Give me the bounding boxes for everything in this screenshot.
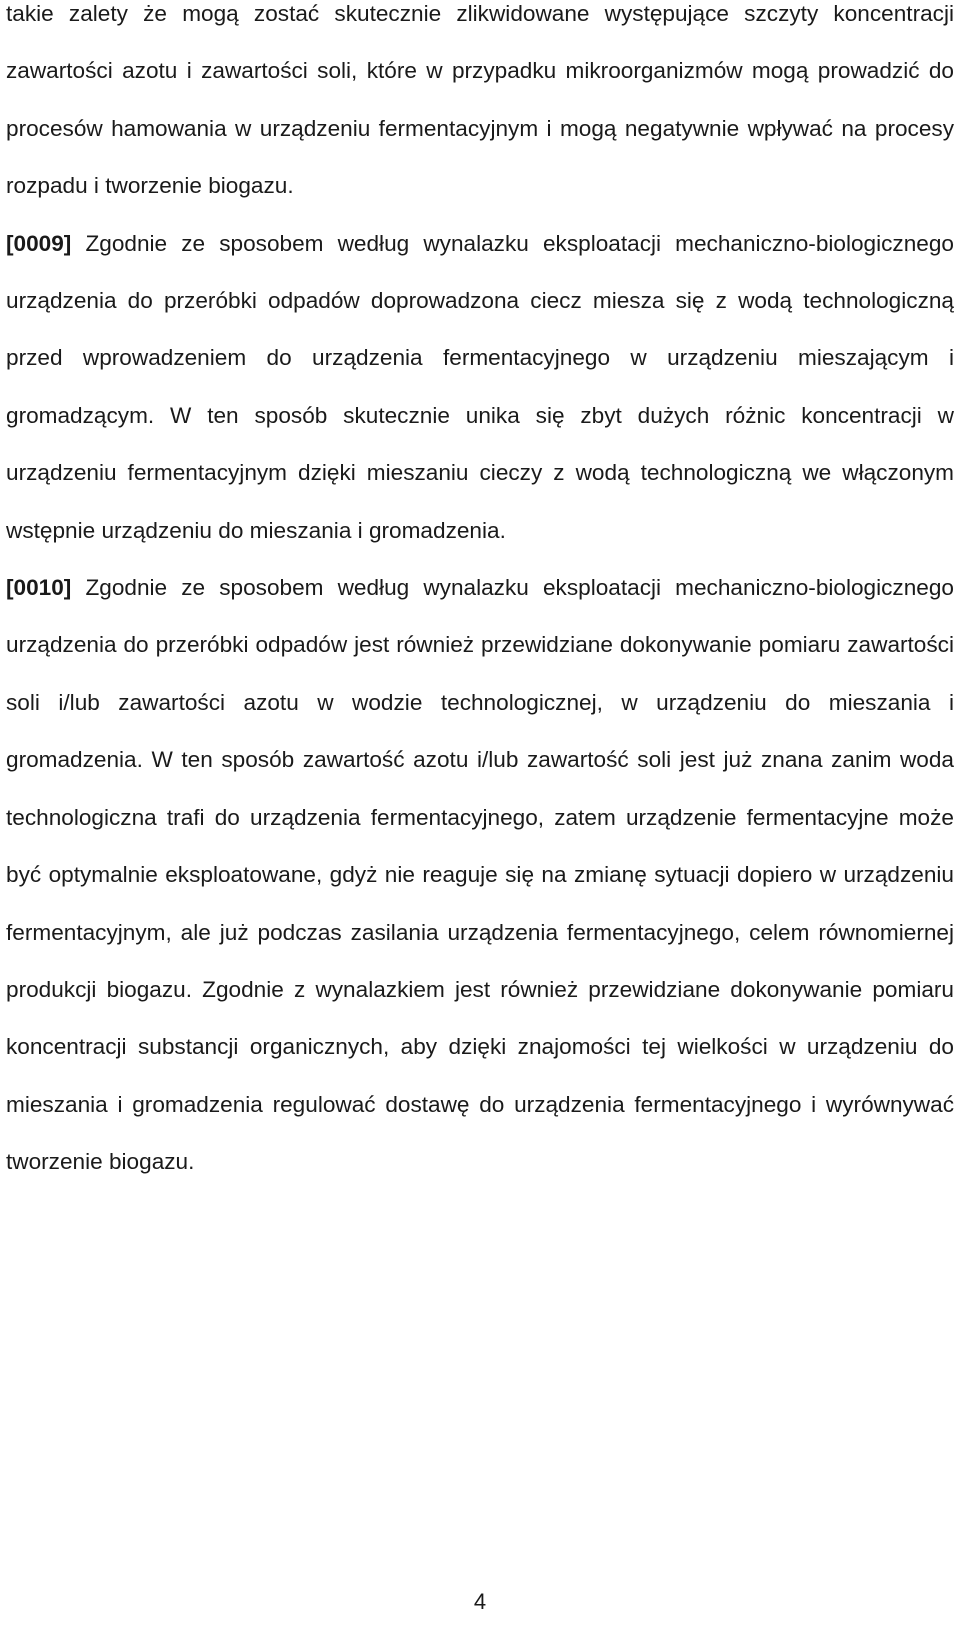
paragraph-number: [0010] bbox=[6, 575, 72, 601]
paragraph-number: [0009] bbox=[6, 230, 72, 256]
paragraph-text: Zgodnie ze sposobem według wynalazku eksploatacji mechaniczno-biologicznego urządzenia do przeróbki odpadów jest również przewidziane dokonywanie pomiaru zawartości soli i/lub zawartości azotu w wodzie technologicznej, w urządzeniu do mieszania i gromadzenia. W ten sposób zawartość azotu i/lub zawartość soli jest już znana zanim woda technologiczna trafi do urządzenia fermentacyjnego, zatem urządzenie fermentacyjne może być optymalnie eksploatowane, gdyż nie reaguje się na zmianę sytuacji dopiero w urządzeniu fermentacyjnym, ale już podczas zasilania urządzenia fermentacyjnego, celem równomiernej produkcji biogazu. Zgodnie z wynalazkiem jest również przewidziane dokonywanie pomiaru koncentracji substancji organicznych, aby dzięki znajomości tej wielkości w urządzeniu do mieszania i gromadzenia regulować dostawę do urządzenia fermentacyjnego i wyrównywać tworzenie biogazu. bbox=[6, 575, 954, 1175]
paragraph-continuation bbox=[6, 0, 954, 215]
paragraph-0009 bbox=[6, 215, 954, 559]
document-body bbox=[6, 0, 954, 1191]
page-number: 4 bbox=[473, 1589, 487, 1614]
paragraph-text: takie zalety że mogą zostać skutecznie zlikwidowane występujące szczyty koncentracji zawartości azotu i zawartości soli, które w przypadku mikroorganizmów mogą prowadzić do procesów hamowania w urządzeniu fermentacyjnym i mogą negatywnie wpływać na procesy rozpadu i tworzenie biogazu. bbox=[6, 1, 954, 199]
paragraph-text: Zgodnie ze sposobem według wynalazku eksploatacji mechaniczno-biologicznego urządzenia do przeróbki odpadów doprowadzona ciecz miesza się z wodą technologiczną przed wprowadzeniem do urządzenia fermentacyjnego w urządzeniu mieszającym i gromadzącym. W ten sposób skutecznie unika się zbyt dużych różnic koncentracji w urządzeniu fermentacyjnym dzięki mieszaniu cieczy z wodą technologiczną we włączonym wstępnie urządzeniu do mieszania i gromadzenia. bbox=[6, 230, 954, 543]
paragraph-0010 bbox=[6, 559, 954, 1190]
